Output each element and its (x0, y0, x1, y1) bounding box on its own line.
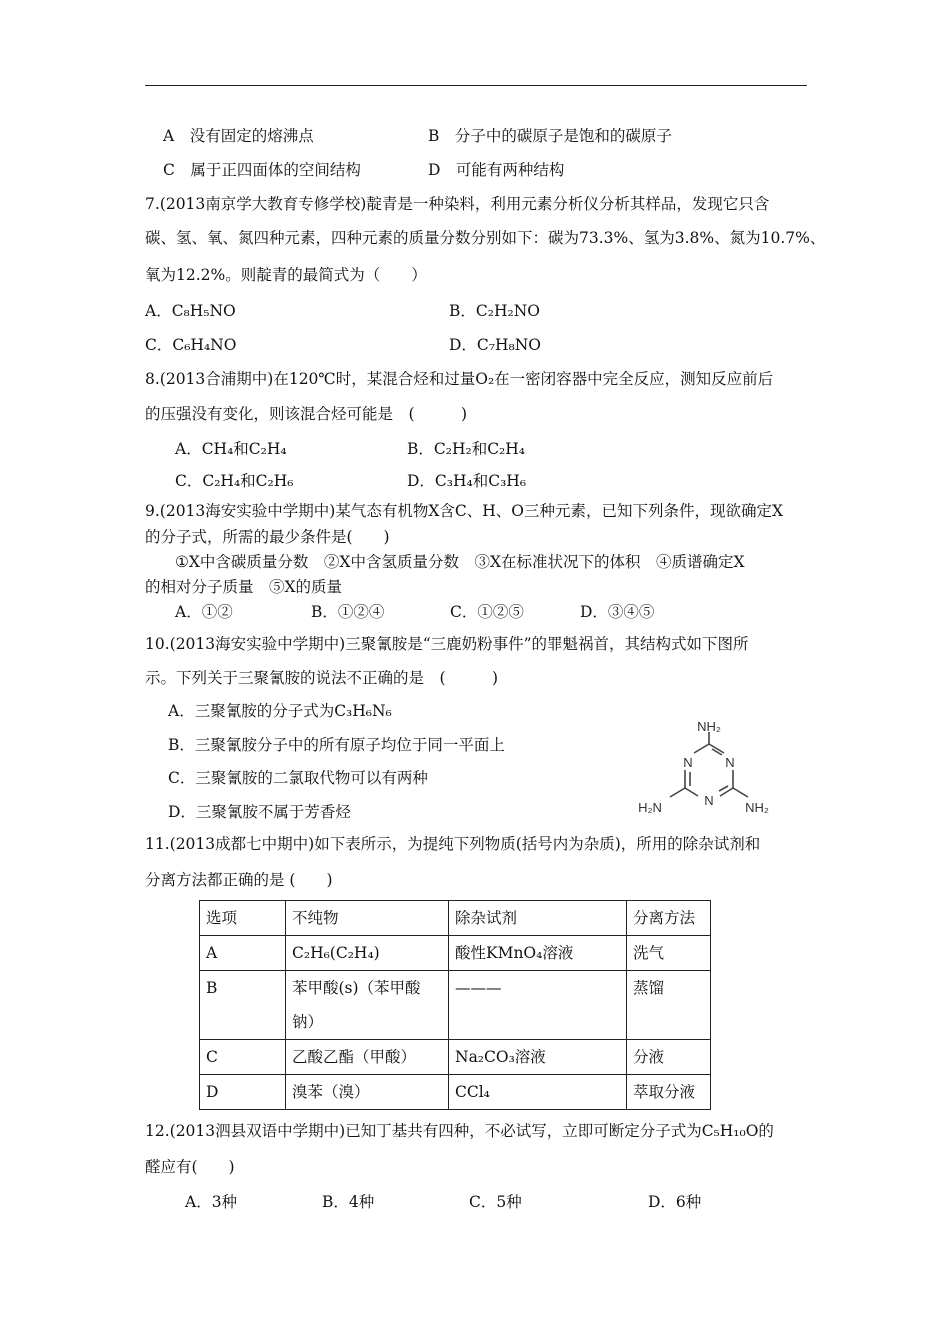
table-cell: 蒸馏 (627, 971, 711, 1040)
table-header-row (200, 901, 711, 936)
ring-n-label-left: N (683, 755, 693, 770)
q6-option-c: C 属于正四面体的空间结构 (163, 161, 361, 179)
table-cell: 萃取分液 (627, 1075, 711, 1110)
q7-option-a: A．C₈H₅NO (145, 302, 236, 320)
q10-stem-line2: 示。下列关于三聚氰胺的说法不正确的是 ( ) (145, 669, 499, 687)
header-impure: 不纯物 (286, 901, 449, 936)
h2n-left-label: H₂N (638, 800, 662, 815)
header-method: 分离方法 (627, 901, 711, 936)
ring-n-label-bottom: N (704, 793, 714, 808)
q10-option-d: D．三聚氰胺不属于芳香烃 (168, 803, 351, 821)
table-row (200, 1040, 711, 1075)
q9-option-d: D．③④⑤ (580, 603, 655, 621)
table-cell: A (200, 936, 286, 971)
nh2-top-label: NH₂ (697, 720, 721, 734)
q9-conditions-line1: ①X中含碳质量分数 ②X中含氢质量分数 ③X在标准状况下的体积 ④质谱确定X (175, 553, 745, 571)
table-cell: 洗气 (627, 936, 711, 971)
q9-option-a: A．①② (175, 603, 233, 621)
table-cell: 苯甲酸(s)（苯甲酸钠） (286, 971, 449, 1040)
q9-stem-line2: 的分子式，所需的最少条件是( ) (145, 528, 390, 546)
q7-stem-line1: 7.(2013南京学大教育专修学校)靛青是一种染料，利用元素分析仪分析其样品，发现它只含 (145, 195, 770, 213)
q10-stem-line1: 10.(2013海安实验中学期中)三聚氰胺是“三鹿奶粉事件”的罪魁祸首，其结构式如下图所 (145, 635, 749, 653)
q11-stem-line2: 分离方法都正确的是 ( ) (145, 871, 333, 889)
q8-stem-line1: 8.(2013合浦期中)在120℃时，某混合烃和过量O₂在一密闭容器中完全反应，测知反应前后 (145, 370, 774, 388)
table-cell: CCl₄ (449, 1075, 627, 1110)
table-cell: 酸性KMnO₄溶液 (449, 936, 627, 971)
q11-stem-line1: 11.(2013成都七中期中)如下表所示，为提纯下列物质(括号内为杂质)，所用的除杂试剂和 (145, 835, 761, 853)
table-cell: ——— (449, 971, 627, 1040)
ring-n-label-right: N (725, 755, 735, 770)
q9-conditions-line2: 的相对分子质量 ⑤X的质量 (145, 578, 343, 596)
q8-option-b: B．C₂H₂和C₂H₄ (407, 440, 525, 458)
nh2-right-label: NH₂ (745, 800, 769, 815)
q7-option-c: C．C₆H₄NO (145, 336, 237, 354)
q9-option-c: C．①②⑤ (450, 603, 524, 621)
q12-option-c: C．5种 (469, 1193, 522, 1211)
q6-option-b: B 分子中的碳原子是饱和的碳原子 (428, 127, 672, 145)
q12-option-d: D．6种 (648, 1193, 702, 1211)
table-cell: D (200, 1075, 286, 1110)
q6-option-a: A 没有固定的熔沸点 (163, 127, 314, 145)
q8-stem-line2: 的压强没有变化，则该混合烃可能是 ( ) (145, 405, 468, 423)
table-row (200, 936, 711, 971)
table-cell: C (200, 1040, 286, 1075)
q12-stem-line2: 醛应有( ) (145, 1158, 235, 1176)
q9-option-b: B．①②④ (311, 603, 385, 621)
melamine-structure (630, 720, 775, 822)
q6-option-d: D 可能有两种结构 (428, 161, 565, 179)
q7-option-b: B．C₂H₂NO (449, 302, 540, 320)
table-row (200, 1075, 711, 1110)
table-cell: B (200, 971, 286, 1040)
q8-option-c: C．C₂H₄和C₂H₆ (175, 472, 294, 490)
table-cell: Na₂CO₃溶液 (449, 1040, 627, 1075)
table-row (200, 971, 711, 1040)
q10-option-a: A．三聚氰胺的分子式为C₃H₆N₆ (168, 702, 392, 720)
q8-option-d: D．C₃H₄和C₃H₆ (407, 472, 527, 490)
table-cell: 分液 (627, 1040, 711, 1075)
q12-option-a: A．3种 (185, 1193, 238, 1211)
header-reagent: 除杂试剂 (449, 901, 627, 936)
q10-option-b: B．三聚氰胺分子中的所有原子均位于同一平面上 (168, 736, 505, 754)
q8-option-a: A．CH₄和C₂H₄ (175, 440, 287, 458)
q10-option-c: C．三聚氰胺的二氯取代物可以有两种 (168, 769, 428, 787)
header-option: 选项 (200, 901, 286, 936)
q7-stem-line2: 碳、氢、氧、氮四种元素，四种元素的质量分数分别如下：碳为73.3%、氢为3.8%、氮为10.7%、 (145, 229, 826, 247)
header-rule (145, 85, 807, 86)
q7-stem-line3: 氧为12.2%。则靛青的最简式为（ ） (145, 266, 427, 284)
q12-option-b: B．4种 (322, 1193, 375, 1211)
q7-option-d: D．C₇H₈NO (449, 336, 542, 354)
q9-stem-line1: 9.(2013海安实验中学期中)某气态有机物X含C、H、O三种元素，已知下列条件，现欲确定X (145, 502, 783, 520)
table-cell: 溴苯（溴） (286, 1075, 449, 1110)
table-cell: 乙酸乙酯（甲酸） (286, 1040, 449, 1075)
purification-table (199, 900, 711, 1110)
q12-stem-line1: 12.(2013泗县双语中学期中)已知丁基共有四种，不必试写，立即可断定分子式为C₅H₁₀O的 (145, 1122, 774, 1140)
table-cell: C₂H₆(C₂H₄) (286, 936, 449, 971)
